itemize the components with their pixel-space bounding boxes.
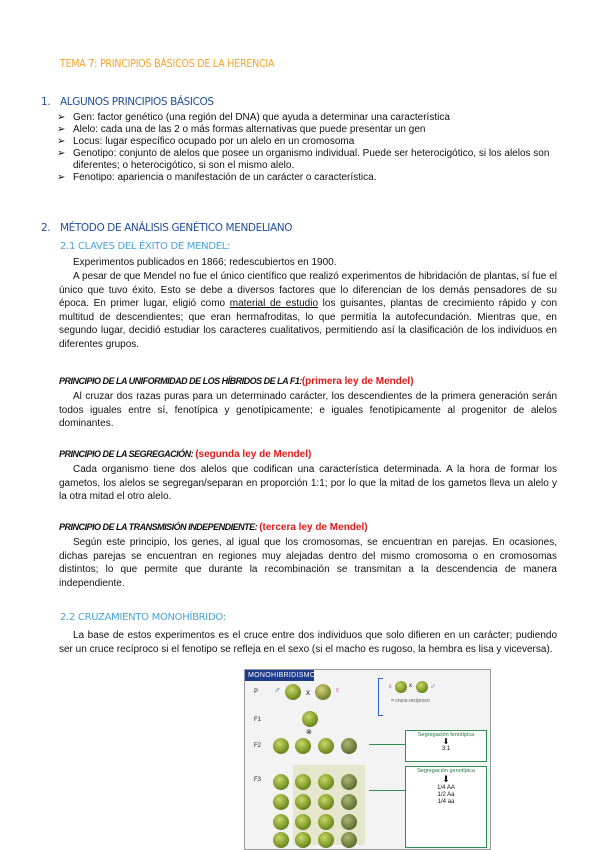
pea-seed-icon — [295, 832, 311, 848]
pea-seed-icon — [302, 711, 318, 727]
bullet-text: Gen: factor genético (una región del DNA) que ayuda a determinar una característica — [73, 112, 450, 123]
paragraph-mendel-success — [59, 270, 557, 351]
connector-line — [369, 790, 405, 791]
pea-seed-icon — [341, 794, 357, 810]
pea-seed-icon — [341, 774, 357, 790]
paragraph-publication — [59, 256, 557, 270]
bullet-text: Fenotipo: apariencia o manifestación de un carácter o característica. — [73, 172, 377, 183]
principle-name: PRINCIPIO DE LA TRANSMISIÓN INDEPENDIENTE: — [59, 522, 258, 532]
pea-seed-icon — [318, 774, 334, 790]
subsection-2-2-heading: 2.2 CRUZAMIENTO MONOHÍBRIDO: — [60, 612, 226, 623]
pea-seed-icon — [295, 738, 311, 754]
pea-seed-icon — [273, 738, 289, 754]
pea-seed-icon — [273, 774, 289, 790]
law-label: (segunda ley de Mendel) — [195, 449, 312, 460]
heading-third-law — [59, 522, 368, 533]
female-symbol-icon: ♀ — [334, 685, 341, 695]
genotypic-segregation-box — [405, 766, 487, 848]
paragraph-text: los guisantes, plantas de crecimiento rápido y con multitud de descendientes; que eran hermafroditas, lo que permitía la autofecundación. Mientras que, en segundo lugar, decidió estudiar los caracteres cualitativos, permitiendo así la clasificación de los individuos en diferentes grupos. — [59, 298, 558, 350]
section-1-heading — [41, 96, 214, 108]
male-symbol-icon: ♂ — [430, 682, 436, 691]
male-symbol-icon: ♂ — [274, 685, 281, 695]
list-item — [57, 148, 565, 172]
subsection-2-1-heading: 2.1 CLAVES DEL ÉXITO DE MENDEL: — [60, 241, 231, 252]
section-2-title: MÉTODO DE ANÁLISIS GENÉTICO MENDELIANO — [60, 222, 293, 234]
law-label: (tercera ley de Mendel) — [259, 522, 368, 533]
section-2-number: 2. — [41, 222, 51, 234]
pea-seed-icon — [295, 794, 311, 810]
row-label-f2: F2 — [254, 743, 262, 749]
pea-seed-icon — [318, 738, 334, 754]
cross-symbol: x — [306, 688, 310, 697]
document-title: TEMA 7: PRINCIPIOS BÁSICOS DE LA HERENCIA — [60, 58, 275, 70]
cross-symbol: x — [409, 683, 412, 689]
bullet-text: Locus: lugar específico ocupado por un alelo en un cromosoma — [73, 136, 355, 147]
down-arrow-icon: ⬇ — [442, 737, 450, 746]
pea-seed-icon — [395, 681, 407, 693]
pea-seed-icon — [315, 684, 331, 700]
list-item — [57, 112, 565, 124]
pea-seed-icon — [295, 814, 311, 830]
heading-first-law — [59, 376, 414, 387]
bullet-text: Alelo: cada una de las 2 o más formas alternativas que puede presentar un gen — [73, 124, 426, 135]
pea-seed-icon — [318, 832, 334, 848]
arrow-bullet-icon: ➢ — [57, 172, 66, 183]
paragraph-text: Según este principio, los genes, al igual que los cromosomas, se encuentran en parejas. En ocasiones, dichas parejas se encuentran en regiones muy alejadas dentro del mismo cromosoma o en cromosomas distintos; lo que permite que durante la recombinación se transmitan a la descendencia de manera independiente. — [59, 537, 557, 589]
principle-name: PRINCIPIO DE LA SEGREGACIÓN: — [59, 449, 194, 459]
paragraph-third-law — [59, 536, 557, 590]
list-item — [57, 136, 565, 148]
list-item — [57, 172, 565, 184]
bracket-icon — [378, 678, 383, 716]
paragraph-first-law — [59, 390, 557, 431]
reciprocal-cross-note: = cruce recíproco — [391, 698, 430, 704]
genotype-ratio: 1/4 AA — [437, 785, 455, 791]
definitions-list — [57, 112, 565, 184]
genotype-ratio: 1/2 Aa — [437, 792, 455, 798]
pea-seed-icon — [341, 832, 357, 848]
bullet-text: Genotipo: conjunto de alelos que posee un organismo individual. Puede ser heterocigótico, si los alelos son diferentes; o heterocigótico, si son el mismo alelo. — [73, 148, 550, 171]
underlined-term: material de estudio — [229, 298, 319, 309]
heading-second-law — [59, 449, 311, 460]
down-arrow-icon: ⬇ — [442, 774, 450, 784]
paragraph-second-law — [59, 463, 557, 504]
arrow-bullet-icon: ➢ — [57, 148, 66, 159]
pea-seed-icon — [341, 814, 357, 830]
section-2-heading — [41, 222, 292, 234]
monohybrid-figure — [244, 669, 491, 850]
row-label-p: P — [254, 689, 259, 695]
paragraph-text: Al cruzar dos razas puras para un determinado carácter, los descendientes de la primera generación serán todos iguales entre sí, fenotípica y genotípicamente; e iguales fenotípicamente al progenitor de alelos dominantes. — [59, 391, 557, 429]
paragraph-text: La base de estos experimentos es el cruce entre dos individuos que solo difieren en un carácter; pudiendo ser un cruce recíproco si el fenotipo se refleja en el sexo (si el macho es rugoso, la hembra es lisa y viceversa). — [59, 630, 557, 655]
pea-seed-icon — [318, 794, 334, 810]
pea-seed-icon — [273, 794, 289, 810]
phenotypic-segregation-box — [405, 730, 487, 762]
pea-seed-icon — [285, 684, 301, 700]
self-fertilization-icon: ⊗ — [306, 729, 312, 736]
section-1-number: 1. — [41, 96, 51, 108]
genotype-ratio: 1/4 aa — [437, 799, 455, 805]
paragraph-text: A pesar de que Mendel no fue el único científico que realizó experimentos de hibridación de plantas, sí fue el único que tuvo éxito. Esto se debe a diversos factores que lo diferencian de los demás pensadores de su época. En primer lugar, eligió como — [59, 271, 557, 309]
pea-seed-icon — [273, 814, 289, 830]
phenotypic-ratio: 3:1 — [441, 746, 451, 752]
law-label: (primera ley de Mendel) — [301, 376, 414, 387]
list-item — [57, 124, 565, 136]
pea-seed-icon — [295, 774, 311, 790]
section-1-title: ALGUNOS PRINCIPIOS BÁSICOS — [60, 96, 214, 108]
arrow-bullet-icon: ➢ — [57, 124, 66, 135]
arrow-bullet-icon: ➢ — [57, 136, 66, 147]
paragraph-text: Cada organismo tiene dos alelos que codifican una característica determinada. A la hora de formar los gametos, los alelos se segregan/separan en proporción 1:1; por lo que la mitad de los gametos lleva un alelo y la otra mitad el otro alelo. — [59, 464, 557, 502]
female-symbol-icon: ♀ — [387, 682, 393, 691]
paragraph-monohybrid — [59, 629, 557, 656]
connector-line — [369, 744, 405, 745]
figure-header: MONOHIBRIDISMO — [245, 670, 314, 681]
row-label-f1: F1 — [254, 717, 262, 723]
pea-seed-icon — [416, 681, 428, 693]
pea-seed-icon — [273, 832, 289, 848]
principle-name: PRINCIPIO DE LA UNIFORMIDAD DE LOS HÍBRIDOS DE LA F1: — [59, 376, 302, 386]
paragraph-text: Experimentos publicados en 1866; redescubiertos en 1900. — [73, 257, 337, 268]
arrow-bullet-icon: ➢ — [57, 112, 66, 123]
pea-seed-icon — [318, 814, 334, 830]
pea-seed-icon — [341, 738, 357, 754]
box-title: Segregación fenotípica — [417, 732, 475, 738]
row-label-f3: F3 — [254, 777, 262, 783]
box-title: Segregación genotípica — [417, 768, 475, 774]
